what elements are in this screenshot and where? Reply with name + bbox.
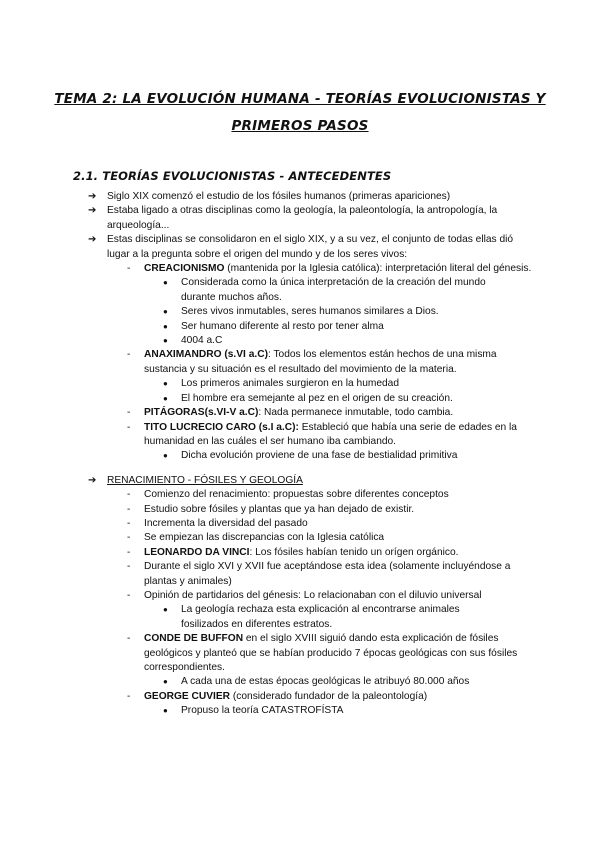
list-item bbox=[0, 334, 600, 348]
list-item-text: Estaba ligado a otras disciplinas como la geología, la paleontología, la antropología, la arqueología... bbox=[107, 205, 498, 231]
dot-bullet-icon: ● bbox=[163, 706, 168, 716]
list-item bbox=[0, 531, 600, 545]
list-item-text: RENACIMIENTO - FÓSILES Y GEOLOGÍA bbox=[107, 474, 303, 486]
list-item-text: (considerado fundador de la paleontología) bbox=[230, 690, 428, 702]
dash-bullet: - bbox=[127, 407, 131, 419]
dot-bullet-icon: ● bbox=[163, 451, 168, 461]
dash-bullet: - bbox=[127, 263, 131, 275]
arrow-bullet-icon: ➔ bbox=[88, 205, 97, 217]
list-spacer bbox=[0, 464, 600, 474]
list-item bbox=[0, 190, 600, 204]
list-item-text: : Todos los elementos están hechos de una misma sustancia y su situación es el resultado del movimiento de la materia. bbox=[144, 349, 497, 375]
list-item bbox=[0, 675, 600, 689]
dash-bullet: - bbox=[127, 633, 131, 645]
arrow-bullet-icon: ➔ bbox=[88, 191, 97, 202]
dash-bullet: - bbox=[127, 349, 131, 361]
list-item bbox=[0, 488, 600, 502]
list-item bbox=[0, 392, 600, 406]
list-item bbox=[0, 406, 600, 420]
list-item-text: 4004 a.C bbox=[181, 335, 223, 347]
dot-bullet-icon: ● bbox=[163, 321, 168, 331]
dash-bullet: - bbox=[127, 517, 131, 529]
arrow-bullet-icon: ➔ bbox=[88, 234, 97, 246]
list-item bbox=[0, 603, 600, 632]
list-item bbox=[0, 305, 600, 319]
list-item-bold: GEORGE CUVIER bbox=[144, 690, 231, 702]
list-item bbox=[0, 690, 600, 704]
list-item bbox=[0, 262, 600, 276]
list-item-text: Se empiezan las discrepancias con la Iglesia católica bbox=[144, 532, 385, 544]
list-item bbox=[0, 503, 600, 517]
list-item-text: Opinión de partidarios del génesis: Lo relacionaban con el diluvio universal bbox=[144, 589, 482, 601]
list-item bbox=[0, 589, 600, 603]
list-item bbox=[0, 348, 600, 377]
list-item-text: Estudio sobre fósiles y plantas que ya han dejado de existir. bbox=[144, 503, 415, 515]
dot-bullet-icon: ● bbox=[163, 605, 168, 615]
list-item-text: Los primeros animales surgieron en la humedad bbox=[181, 378, 400, 390]
arrow-bullet-icon: ➔ bbox=[88, 474, 97, 486]
list-item-text: Durante el siglo XVI y XVII fue aceptándose esta idea (solamente incluyéndose a plantas y animales) bbox=[144, 561, 511, 587]
list-item-text: : Nada permanece inmutable, todo cambia. bbox=[258, 407, 454, 419]
dot-bullet-icon: ● bbox=[163, 336, 168, 346]
dash-bullet: - bbox=[127, 421, 131, 433]
list-item bbox=[0, 704, 600, 718]
outline-list bbox=[0, 190, 600, 719]
list-item-text: Seres vivos inmutables, seres humanos similares a Dios. bbox=[181, 306, 439, 318]
dash-bullet: - bbox=[127, 690, 131, 702]
dot-bullet-icon: ● bbox=[163, 307, 168, 317]
list-item-text: Estableció que había una serie de edades en la humanidad en las cuáles el ser humano iba cambiando. bbox=[144, 421, 517, 447]
list-item-bold: ANAXIMANDRO (s.VI a.C) bbox=[144, 349, 268, 361]
dash-bullet: - bbox=[127, 489, 131, 501]
list-item-text: Ser humano diferente al resto por tener alma bbox=[181, 320, 384, 332]
list-item bbox=[0, 546, 600, 560]
list-item-bold: PITÁGORAS(s.VI-V a.C) bbox=[144, 407, 259, 419]
dot-bullet-icon: ● bbox=[163, 278, 168, 288]
list-item bbox=[0, 320, 600, 334]
dash-bullet: - bbox=[127, 503, 131, 515]
list-item bbox=[0, 474, 600, 488]
list-item bbox=[0, 377, 600, 391]
list-item-text: Estas disciplinas se consolidaron en el siglo XIX, y a su vez, el conjunto de todas ellas dió lugar a la pregunta sobre el origen del mundo y de los seres vivos: bbox=[107, 234, 514, 260]
list-item bbox=[0, 517, 600, 531]
list-item-text: Propuso la teoría CATASTROFÍSTA bbox=[181, 705, 344, 717]
list-item-bold: TITO LUCRECIO CARO (s.I a.C): bbox=[144, 421, 299, 433]
list-item-bold: CREACIONISMO bbox=[144, 263, 225, 275]
list-item bbox=[0, 276, 600, 305]
list-item-bold: CONDE DE BUFFON bbox=[144, 633, 244, 645]
list-item-text: La geología rechaza esta explicación al encontrarse animales fosilizados en diferentes estratos. bbox=[181, 604, 460, 630]
list-item bbox=[0, 449, 600, 463]
dash-bullet: - bbox=[127, 589, 131, 601]
list-item-text: Siglo XIX comenzó el estudio de los fósiles humanos (primeras apariciones) bbox=[107, 191, 451, 202]
dot-bullet-icon: ● bbox=[163, 677, 168, 687]
list-item-text: Comienzo del renacimiento: propuestas sobre diferentes conceptos bbox=[144, 489, 449, 501]
list-item bbox=[0, 560, 600, 589]
list-item bbox=[0, 233, 600, 262]
list-item-text: El hombre era semejante al pez en el origen de su creación. bbox=[181, 392, 453, 404]
dash-bullet: - bbox=[127, 532, 131, 544]
list-item-text: Considerada como la única interpretación de la creación del mundo durante muchos años. bbox=[181, 277, 486, 303]
page-title-line-2: PRIMEROS PASOS bbox=[231, 118, 369, 134]
list-item-text: Incrementa la diversidad del pasado bbox=[144, 517, 308, 529]
list-item bbox=[0, 632, 600, 675]
page-title-line-1: TEMA 2: LA EVOLUCIÓN HUMANA - TEORÍAS EVOLUCIONISTAS Y bbox=[54, 91, 546, 107]
dash-bullet: - bbox=[127, 561, 131, 573]
dot-bullet-icon: ● bbox=[163, 393, 168, 403]
list-item-bold: LEONARDO DA VINCI bbox=[144, 546, 250, 558]
dot-bullet-icon: ● bbox=[163, 379, 168, 389]
list-item-text: en el siglo XVIII siguió dando esta explicación de fósiles geológicos y planteó que se habían producido 7 épocas geológicas con sus fósiles correspondientes. bbox=[144, 633, 518, 673]
list-item-text: (mantenida por la Iglesia católica): interpretación literal del génesis. bbox=[224, 263, 532, 275]
dash-bullet: - bbox=[127, 546, 131, 558]
list-item bbox=[0, 421, 600, 450]
list-item-text: A cada una de estas épocas geológicas le atribuyó 80.000 años bbox=[181, 676, 470, 688]
section-heading: 2.1. TEORÍAS EVOLUCIONISTAS - ANTECEDENTES bbox=[73, 169, 392, 183]
list-item-text: Dicha evolución proviene de una fase de bestialidad primitiva bbox=[181, 450, 458, 462]
list-item bbox=[0, 204, 600, 233]
list-item-text: : Los fósiles habían tenido un orígen orgánico. bbox=[249, 546, 459, 558]
